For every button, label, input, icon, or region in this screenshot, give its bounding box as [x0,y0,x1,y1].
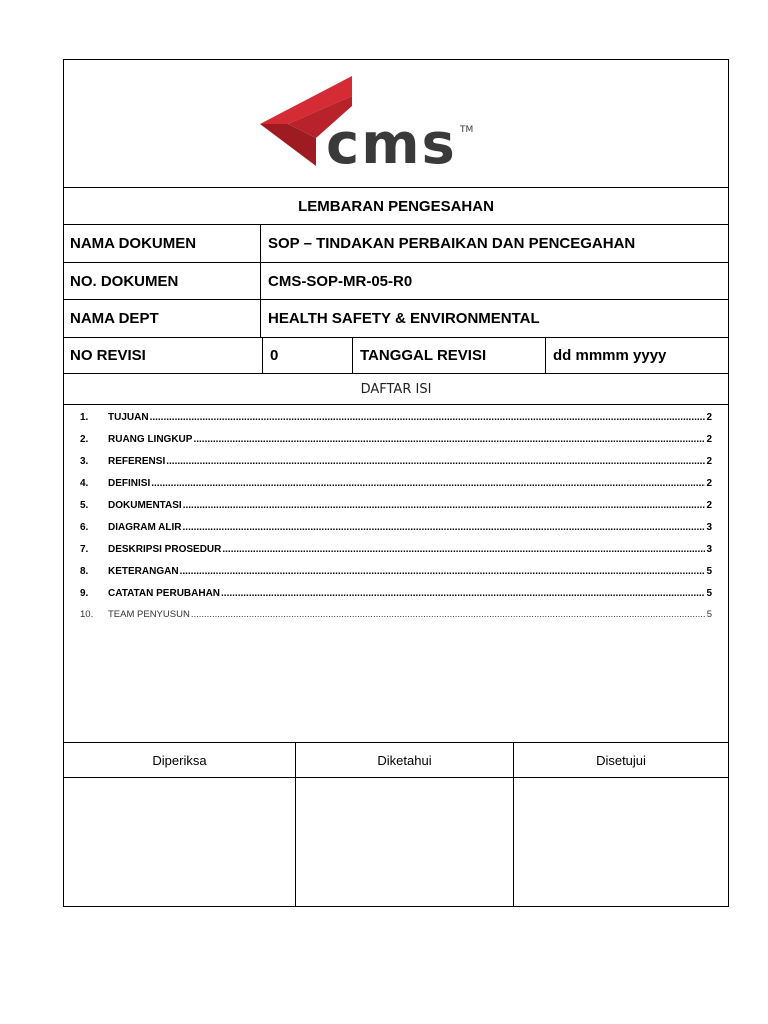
toc-item[interactable]: 6. DIAGRAM ALIR ..... 3 [80,517,712,533]
cms-logo-text: cms [326,112,457,168]
toc-item[interactable]: 9. CATATAN PERUBAHAN ..... 5 [80,583,712,599]
nama-dokumen-value: SOP – TINDAKAN PERBAIKAN DAN PENCEGAHAN [268,235,636,252]
diketahui-signature-box[interactable] [296,778,513,906]
no-revisi-label: NO REVISI [70,347,146,364]
no-revisi-value: 0 [270,347,279,364]
toc-item[interactable]: 5. DOKUMENTASI ..... 2 [80,495,712,511]
nama-dept-value: HEALTH SAFETY & ENVIRONMENTAL [268,310,540,327]
approval-sheet [63,59,729,907]
no-dokumen-label: NO. DOKUMEN [70,272,179,290]
diperiksa-label: Diperiksa [152,752,207,768]
cms-logo [260,76,480,168]
toc-item[interactable]: 7. DESKRIPSI PROSEDUR ..... 3 [80,539,712,555]
diketahui-label: Diketahui [377,752,432,768]
tanggal-revisi-value: dd mmmm yyyy [553,347,667,364]
toc-item[interactable]: 4. DEFINISI ..... 2 [80,473,712,489]
toc-title: DAFTAR ISI [360,381,432,397]
toc-item[interactable]: 3. REFERENSI ..... 2 [80,451,712,467]
nama-dept-label: NAMA DEPT [70,310,159,327]
disetujui-label: Disetujui [596,752,646,768]
diperiksa-signature-box[interactable] [64,778,295,906]
page-title: LEMBARAN PENGESAHAN [298,197,494,215]
no-dokumen-value: CMS-SOP-MR-05-R0 [268,272,413,290]
toc-item[interactable]: 10. TEAM PENYUSUN ..... 5 [80,604,712,620]
disetujui-signature-box[interactable] [514,778,728,906]
toc-item[interactable]: 1. TUJUAN ..... 2 [80,407,712,423]
nama-dokumen-label: NAMA DOKUMEN [70,235,197,252]
tanggal-revisi-label: TANGGAL REVISI [360,347,487,364]
toc-item[interactable]: 8. KETERANGAN ..... 5 [80,561,712,577]
cms-logo-mark-icon [260,76,480,168]
toc-item[interactable]: 2. RUANG LINGKUP ..... 2 [80,429,712,445]
cms-logo-trademark: TM [460,125,474,135]
